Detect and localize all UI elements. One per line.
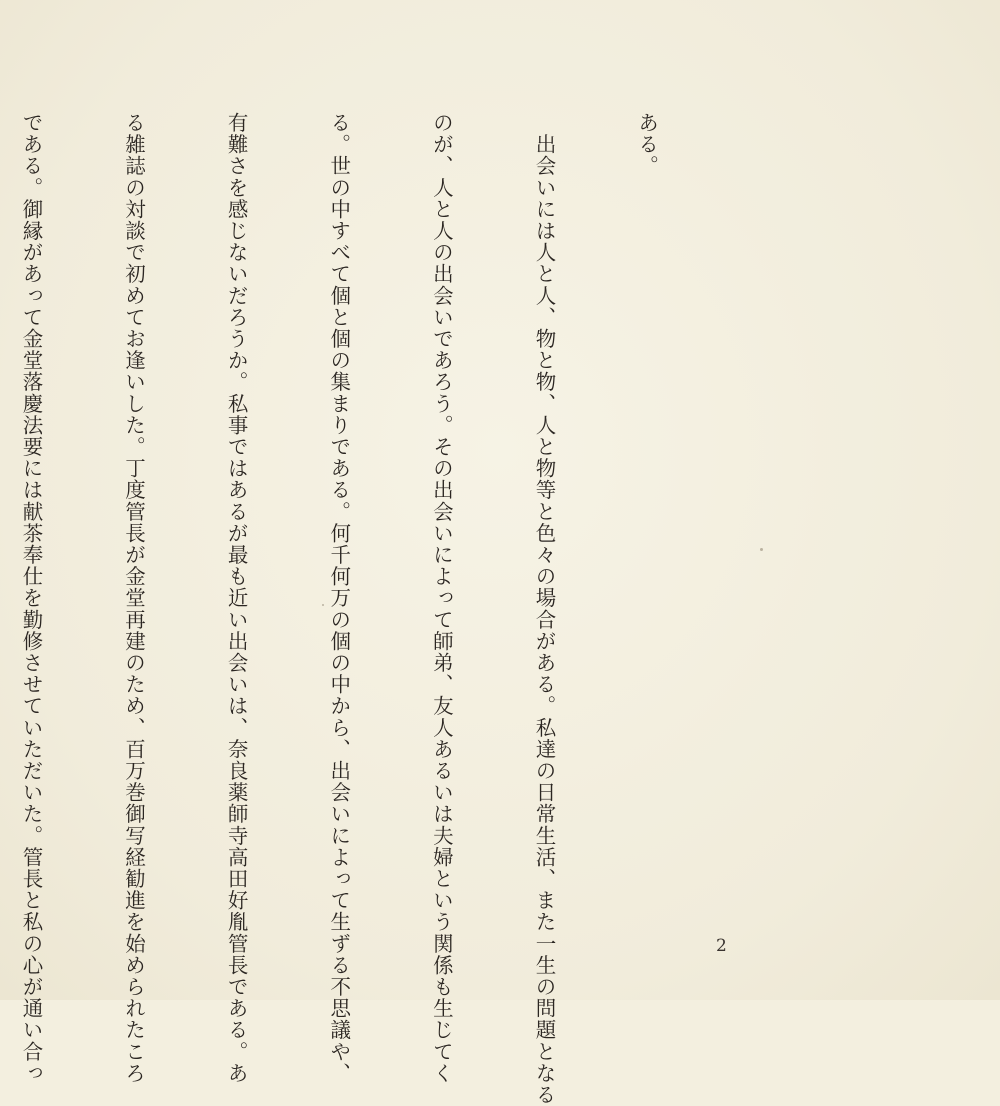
text-line: である。御縁があって金堂落慶法要には献茶奉仕を勤修させていただいた。管長と私の心が通い合っ xyxy=(18,112,43,1084)
text-line: ある。 xyxy=(634,112,659,177)
page-number: 2 xyxy=(716,936,727,956)
paper-speck xyxy=(760,548,763,551)
text-line: のが、人と人の出会いであろう。その出会いによって師弟、友人あるいは夫婦という関係も生じてく xyxy=(429,112,454,1084)
text-line: 有難さを感じないだろうか。私事ではあるが最も近い出会いは、奈良薬師寺高田好胤管長である。あ xyxy=(224,112,249,1084)
vertical-body-text xyxy=(0,112,732,1106)
text-line: る雑誌の対談で初めてお逢いした。丁度管長が金堂再建のため、百万巻御写経勧進を始められたころ xyxy=(121,112,146,1084)
paper-speck xyxy=(322,604,324,606)
text-line: 出会いには人と人、物と物、人と物等と色々の場合がある。私達の日常生活、また一生の問題となる xyxy=(531,112,556,1106)
text-line: る。世の中すべて個と個の集まりである。何千何万の個の中から、出会いによって生ずる不思議や、 xyxy=(326,112,351,1084)
